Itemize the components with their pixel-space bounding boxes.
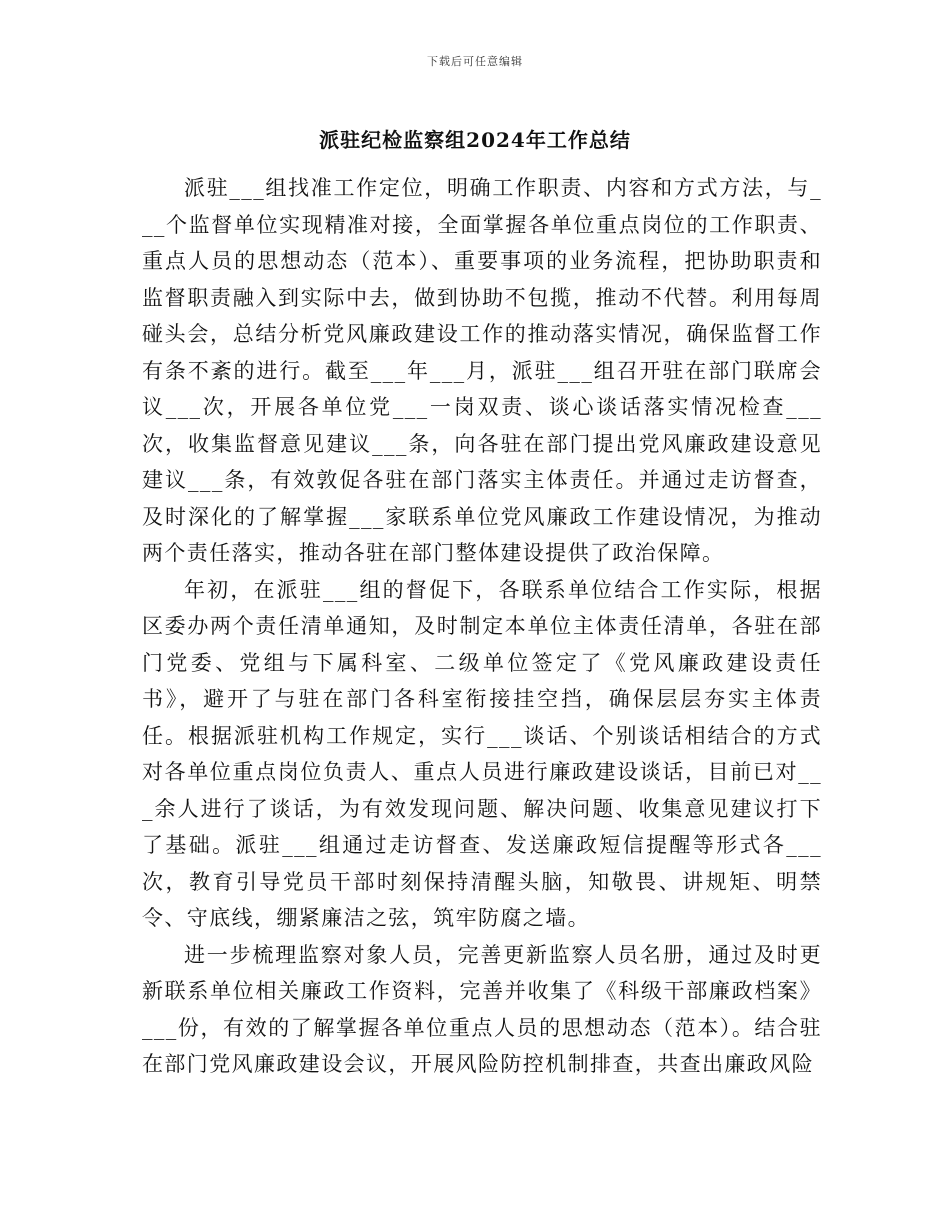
paragraph-1: 派驻___组找准工作定位，明确工作职责、内容和方式方法，与___个监督单位实现精准对接，全面掌握各单位重点岗位的工作职责、重点人员的思想动态（范本）、重要事项的业务流程，把协助职责和监督职责融入到实际中去，做到协助不包揽，推动不代替。利用每周碰头会，总结分析党风廉政建设工作的推动落实情况，确保监督工作有条不紊的进行。截至___年___月，派驻___组召开驻在部门联席会议___次，开展各单位党___一岗双责、谈心谈话落实情况检查___次，收集监督意见建议___条，向各驻在部门提出党风廉政建设意见建议___条，有效敦促各驻在部门落实主体责任。并通过走访督查，及时深化的了解掌握___家联系单位党风廉政工作建设情况，为推动两个责任落实，推动各驻在部门整体建设提供了政治保障。 bbox=[142, 176, 822, 565]
paragraph-2: 年初，在派驻___组的督促下，各联系单位结合工作实际，根据区委办两个责任清单通知，及时制定本单位主体责任清单，各驻在部门党委、党组与下属科室、二级单位签定了《党风廉政建设责任书》，避开了与驻在部门各科室衔接挂空挡，确保层层夯实主体责任。根据派驻机构工作规定，实行___谈话、个别谈话相结合的方式对各单位重点岗位负责人、重点人员进行廉政建设谈话，目前已对___余人进行了谈话，为有效发现问题、解决问题、收集意见建议打下了基础。派驻___组通过走访督查、发送廉政短信提醒等形式各___次，教育引导党员干部时刻保持清醒头脑，知敬畏、讲规矩、明禁令、守底线，绷紧廉洁之弦，筑牢防腐之墙。 bbox=[142, 577, 822, 930]
paragraph-3: 进一步梳理监察对象人员，完善更新监察人员名册，通过及时更新联系单位相关廉政工作资料，完善并收集了《科级干部廉政档案》___份，有效的了解掌握各单位重点人员的思想动态（范本）。结合驻在部门党风廉政建设会议，开展风险防控机制排查，共查出廉政风险 bbox=[142, 942, 822, 1076]
document-title: 派驻纪检监察组2024年工作总结 bbox=[319, 128, 631, 152]
document-body bbox=[142, 170, 822, 1083]
header-note: 下载后可任意编辑 bbox=[427, 55, 523, 68]
